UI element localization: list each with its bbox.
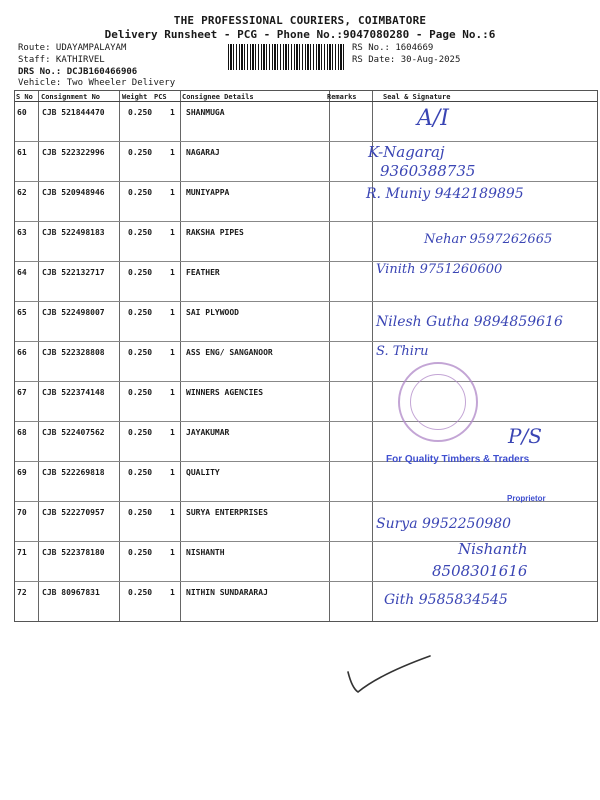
row-weight: 0.250 <box>128 308 153 317</box>
drs-label: DRS No.: DCJB160466906 <box>18 67 138 77</box>
row-pcs: 1 <box>170 188 175 197</box>
row-consignee: NISHANTH <box>186 548 225 557</box>
signature-72: Gith 9585834545 <box>384 592 508 608</box>
company-stamp <box>398 362 478 442</box>
row-pcs: 1 <box>170 268 175 277</box>
header-remarks: Remarks <box>327 93 357 101</box>
header-sno: S No <box>16 93 33 101</box>
row-weight: 0.250 <box>128 388 153 397</box>
row-weight: 0.250 <box>128 228 153 237</box>
row-sno: 63 <box>17 228 27 237</box>
row-sno: 64 <box>17 268 27 277</box>
row-weight: 0.250 <box>128 108 153 117</box>
row-consignment: CJB 522498183 <box>42 228 105 237</box>
row-consignment: CJB 522270957 <box>42 508 105 517</box>
row-consignee: MUNIYAPPA <box>186 188 230 197</box>
signature-70: Surya 9952250980 <box>376 516 512 532</box>
route-label: Route: UDAYAMPALAYAM <box>18 43 127 53</box>
row-pcs: 1 <box>170 148 175 157</box>
row-weight: 0.250 <box>128 188 153 197</box>
row-pcs: 1 <box>170 508 175 517</box>
signature-62: R. Muniy 9442189895 <box>366 186 524 202</box>
row-pcs: 1 <box>170 308 175 317</box>
row-sno: 68 <box>17 428 27 437</box>
row-sno: 72 <box>17 588 27 597</box>
row-weight: 0.250 <box>128 548 153 557</box>
rs-number: RS No.: 1604669 <box>352 43 434 53</box>
header-pcs: PCS <box>154 93 167 101</box>
row-weight: 0.250 <box>128 148 153 157</box>
row-consignment: CJB 521844470 <box>42 108 105 117</box>
row-pcs: 1 <box>170 548 175 557</box>
row-consignee: QUALITY <box>186 468 220 477</box>
row-sno: 60 <box>17 108 27 117</box>
row-consignee: NITHIN SUNDARARAJ <box>186 588 268 597</box>
row-sno: 61 <box>17 148 27 157</box>
row-consignment: CJB 522378180 <box>42 548 105 557</box>
staff-label: Staff: KATHIRVEL <box>18 55 105 65</box>
proprietor-label: Proprietor <box>507 494 546 503</box>
signature-68: P/S <box>508 424 542 448</box>
row-consignee: JAYAKUMAR <box>186 428 230 437</box>
signature-66: S. Thiru <box>376 344 429 359</box>
row-pcs: 1 <box>170 348 175 357</box>
row-consignee: RAKSHA PIPES <box>186 228 244 237</box>
header-consignee: Consignee Details <box>182 93 254 101</box>
row-consignee: SHANMUGA <box>186 108 225 117</box>
row-consignment: CJB 522374148 <box>42 388 105 397</box>
company-title: THE PROFESSIONAL COURIERS, COIMBATORE <box>173 14 427 27</box>
row-sno: 70 <box>17 508 27 517</box>
row-consignee: SAI PLYWOOD <box>186 308 239 317</box>
header-weight: Weight <box>122 93 148 101</box>
row-pcs: 1 <box>170 468 175 477</box>
row-consignee: FEATHER <box>186 268 220 277</box>
vehicle-label: Vehicle: Two Wheeler Delivery <box>18 78 176 88</box>
row-consignment: CJB 522498007 <box>42 308 105 317</box>
signature-61-phone: 9360388735 <box>380 162 476 180</box>
runsheet-subtitle: Delivery Runsheet - PCG - Phone No.:9047080280 - Page No.:6 <box>104 28 496 41</box>
quality-stamp-text: For Quality Timbers & Traders <box>386 454 530 465</box>
signature-60: A/I <box>417 106 449 131</box>
row-consignment: CJB 522328808 <box>42 348 105 357</box>
checkmark-scribble <box>340 650 440 700</box>
row-weight: 0.250 <box>128 348 153 357</box>
header-consignment: Consignment No <box>41 93 101 101</box>
row-pcs: 1 <box>170 388 175 397</box>
signature-61-name: K-Nagaraj <box>368 143 445 161</box>
row-consignment: CJB 80967831 <box>42 588 100 597</box>
row-pcs: 1 <box>170 428 175 437</box>
row-weight: 0.250 <box>128 588 153 597</box>
row-consignment: CJB 522322996 <box>42 148 105 157</box>
row-consignment: CJB 520948946 <box>42 188 105 197</box>
signature-71-name: Nishanth <box>458 540 528 558</box>
row-weight: 0.250 <box>128 428 153 437</box>
row-sno: 67 <box>17 388 27 397</box>
row-consignment: CJB 522269818 <box>42 468 105 477</box>
row-pcs: 1 <box>170 228 175 237</box>
row-sno: 69 <box>17 468 27 477</box>
row-weight: 0.250 <box>128 268 153 277</box>
row-sno: 71 <box>17 548 27 557</box>
row-consignee: SURYA ENTERPRISES <box>186 508 268 517</box>
signature-63: Nehar 9597262665 <box>424 232 553 247</box>
row-consignee: ASS ENG/ SANGANOOR <box>186 348 273 357</box>
signature-65: Nilesh Gutha 9894859616 <box>376 314 563 330</box>
signature-64: Vinith 9751260600 <box>376 262 503 277</box>
row-pcs: 1 <box>170 108 175 117</box>
row-consignee: NAGARAJ <box>186 148 220 157</box>
signature-71-phone: 8508301616 <box>432 562 528 580</box>
rs-date: RS Date: 30-Aug-2025 <box>352 55 461 65</box>
row-sno: 62 <box>17 188 27 197</box>
row-consignment: CJB 522407562 <box>42 428 105 437</box>
row-consignment: CJB 522132717 <box>42 268 105 277</box>
row-weight: 0.250 <box>128 468 153 477</box>
row-weight: 0.250 <box>128 508 153 517</box>
header-seal: Seal & Signature <box>383 93 451 101</box>
row-pcs: 1 <box>170 588 175 597</box>
row-sno: 65 <box>17 308 27 317</box>
row-sno: 66 <box>17 348 27 357</box>
row-consignee: WINNERS AGENCIES <box>186 388 264 397</box>
barcode <box>228 44 346 70</box>
